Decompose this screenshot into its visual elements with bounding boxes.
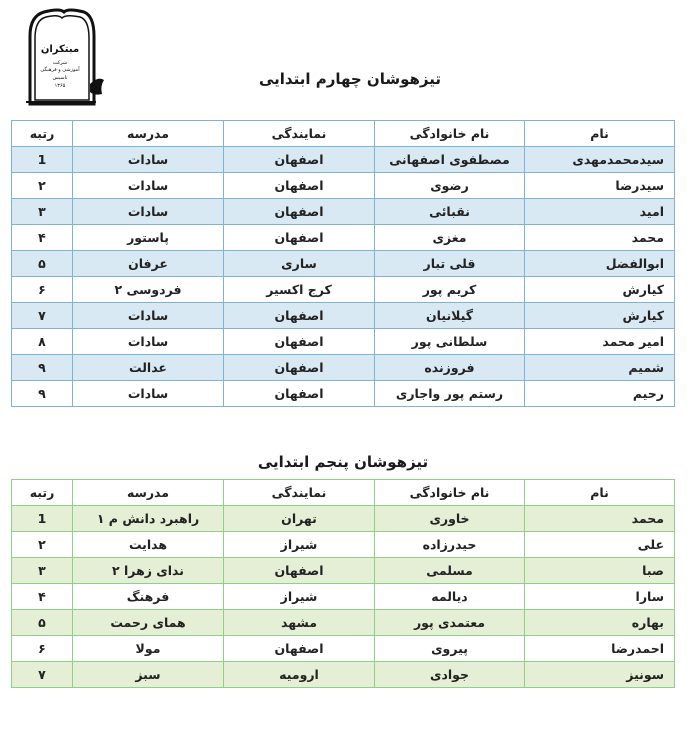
cell-school: ندای زهرا ۲ <box>73 558 224 584</box>
header-city: نمایندگی <box>224 480 375 506</box>
cell-city: اصفهان <box>224 329 375 355</box>
table-row <box>12 584 675 610</box>
section2-title: تیزهوشان پنجم ابتدایی <box>257 453 429 471</box>
table-row <box>12 251 675 277</box>
cell-rank: ۸ <box>12 329 73 355</box>
cell-city: اصفهان <box>224 558 375 584</box>
header-city: نمایندگی <box>224 121 375 147</box>
cell-rank: ۴ <box>12 584 73 610</box>
table-row <box>12 532 675 558</box>
cell-school: عرفان <box>73 251 224 277</box>
cell-rank: ۶ <box>12 277 73 303</box>
table-row <box>12 147 675 173</box>
cell-city: مشهد <box>224 610 375 636</box>
cell-name: سارا <box>525 584 675 610</box>
cell-rank: ۳ <box>12 199 73 225</box>
cell-city: شیراز <box>224 532 375 558</box>
cell-name: محمد <box>525 506 675 532</box>
table-row <box>12 329 675 355</box>
cell-school: سبز <box>73 662 224 688</box>
cell-rank: ۲ <box>12 532 73 558</box>
cell-school: فرهنگ <box>73 584 224 610</box>
cell-school: عدالت <box>73 355 224 381</box>
cell-family: مصطفوی اصفهانی <box>375 147 525 173</box>
cell-name: صبا <box>525 558 675 584</box>
cell-name: سیدرضا <box>525 173 675 199</box>
cell-city: کرج اکسیر <box>224 277 375 303</box>
cell-school: همای رحمت <box>73 610 224 636</box>
cell-family: سلطانی پور <box>375 329 525 355</box>
cell-city: شیراز <box>224 584 375 610</box>
cell-school: مولا <box>73 636 224 662</box>
cell-name: محمد <box>525 225 675 251</box>
cell-school: سادات <box>73 199 224 225</box>
cell-rank: ۶ <box>12 636 73 662</box>
cell-name: کیارش <box>525 277 675 303</box>
cell-school: سادات <box>73 303 224 329</box>
table-row <box>12 636 675 662</box>
table-row <box>12 173 675 199</box>
cell-city: اصفهان <box>224 355 375 381</box>
header-name: نام <box>525 121 675 147</box>
cell-school: راهبرد دانش م ۱ <box>73 506 224 532</box>
logo-name: مبتکران <box>40 44 80 55</box>
cell-name: ابوالفضل <box>525 251 675 277</box>
table-row <box>12 610 675 636</box>
table-row <box>12 558 675 584</box>
cell-family: مغزی <box>375 225 525 251</box>
logo-emblem-icon <box>24 6 104 110</box>
cell-rank: ۳ <box>12 558 73 584</box>
cell-name: رحیم <box>525 381 675 407</box>
table-row <box>12 662 675 688</box>
table-row <box>12 277 675 303</box>
cell-name: شمیم <box>525 355 675 381</box>
cell-name: بهاره <box>525 610 675 636</box>
cell-city: ساری <box>224 251 375 277</box>
table-row <box>12 355 675 381</box>
cell-name: سیدمحمدمهدی <box>525 147 675 173</box>
logo-line3: تاسیس <box>52 75 68 81</box>
table-header-row <box>12 480 675 506</box>
cell-school: پاستور <box>73 225 224 251</box>
header-school: مدرسه <box>73 480 224 506</box>
cell-family: معتمدی پور <box>375 610 525 636</box>
cell-city: اصفهان <box>224 225 375 251</box>
cell-family: فروزنده <box>375 355 525 381</box>
cell-city: اصفهان <box>224 147 375 173</box>
grade4-table <box>11 120 675 407</box>
cell-family: گیلانیان <box>375 303 525 329</box>
cell-family: پیروی <box>375 636 525 662</box>
cell-school: سادات <box>73 329 224 355</box>
table-row <box>12 506 675 532</box>
cell-rank: ۲ <box>12 173 73 199</box>
header-family: نام خانوادگی <box>375 480 525 506</box>
cell-name: امیر محمد <box>525 329 675 355</box>
cell-city: اصفهان <box>224 199 375 225</box>
cell-city: اصفهان <box>224 636 375 662</box>
cell-family: نقبائی <box>375 199 525 225</box>
header-name: نام <box>525 480 675 506</box>
grade5-table <box>11 479 675 688</box>
cell-family: جوادی <box>375 662 525 688</box>
table-row <box>12 225 675 251</box>
cell-rank: ۷ <box>12 303 73 329</box>
header-school: مدرسه <box>73 121 224 147</box>
company-logo <box>24 6 104 110</box>
cell-family: رضوی <box>375 173 525 199</box>
cell-rank: ۵ <box>12 251 73 277</box>
table-header-row <box>12 121 675 147</box>
logo-line2: آموزشی و فرهنگی <box>40 67 80 73</box>
cell-school: سادات <box>73 381 224 407</box>
cell-rank: ۵ <box>12 610 73 636</box>
section1-title: تیزهوشان چهارم ابتدایی <box>258 70 441 88</box>
table-row <box>12 303 675 329</box>
cell-family: کریم پور <box>375 277 525 303</box>
header-family: نام خانوادگی <box>375 121 525 147</box>
cell-city: اصفهان <box>224 381 375 407</box>
cell-rank: ۹ <box>12 381 73 407</box>
cell-family: قلی تبار <box>375 251 525 277</box>
cell-name: کیارش <box>525 303 675 329</box>
cell-family: مسلمی <box>375 558 525 584</box>
cell-name: علی <box>525 532 675 558</box>
cell-name: امید <box>525 199 675 225</box>
cell-name: احمدرضا <box>525 636 675 662</box>
cell-school: فردوسی ۲ <box>73 277 224 303</box>
cell-family: دیالمه <box>375 584 525 610</box>
cell-school: هدایت <box>73 532 224 558</box>
cell-rank: ۹ <box>12 355 73 381</box>
cell-city: ارومیه <box>224 662 375 688</box>
header-rank: رتبه <box>12 121 73 147</box>
cell-rank: ۴ <box>12 225 73 251</box>
cell-city: تهران <box>224 506 375 532</box>
cell-family: حیدرزاده <box>375 532 525 558</box>
cell-family: خاوری <box>375 506 525 532</box>
cell-rank: 1 <box>12 506 73 532</box>
header-rank: رتبه <box>12 480 73 506</box>
cell-school: سادات <box>73 173 224 199</box>
cell-rank: 1 <box>12 147 73 173</box>
cell-rank: ۷ <box>12 662 73 688</box>
table-row <box>12 381 675 407</box>
logo-year: ۱۳۶۵ <box>54 83 66 89</box>
cell-family: رستم پور واجاری <box>375 381 525 407</box>
cell-city: اصفهان <box>224 173 375 199</box>
table-row <box>12 199 675 225</box>
cell-city: اصفهان <box>224 303 375 329</box>
cell-school: سادات <box>73 147 224 173</box>
logo-line1: شرکت <box>52 60 68 66</box>
cell-name: سونیز <box>525 662 675 688</box>
